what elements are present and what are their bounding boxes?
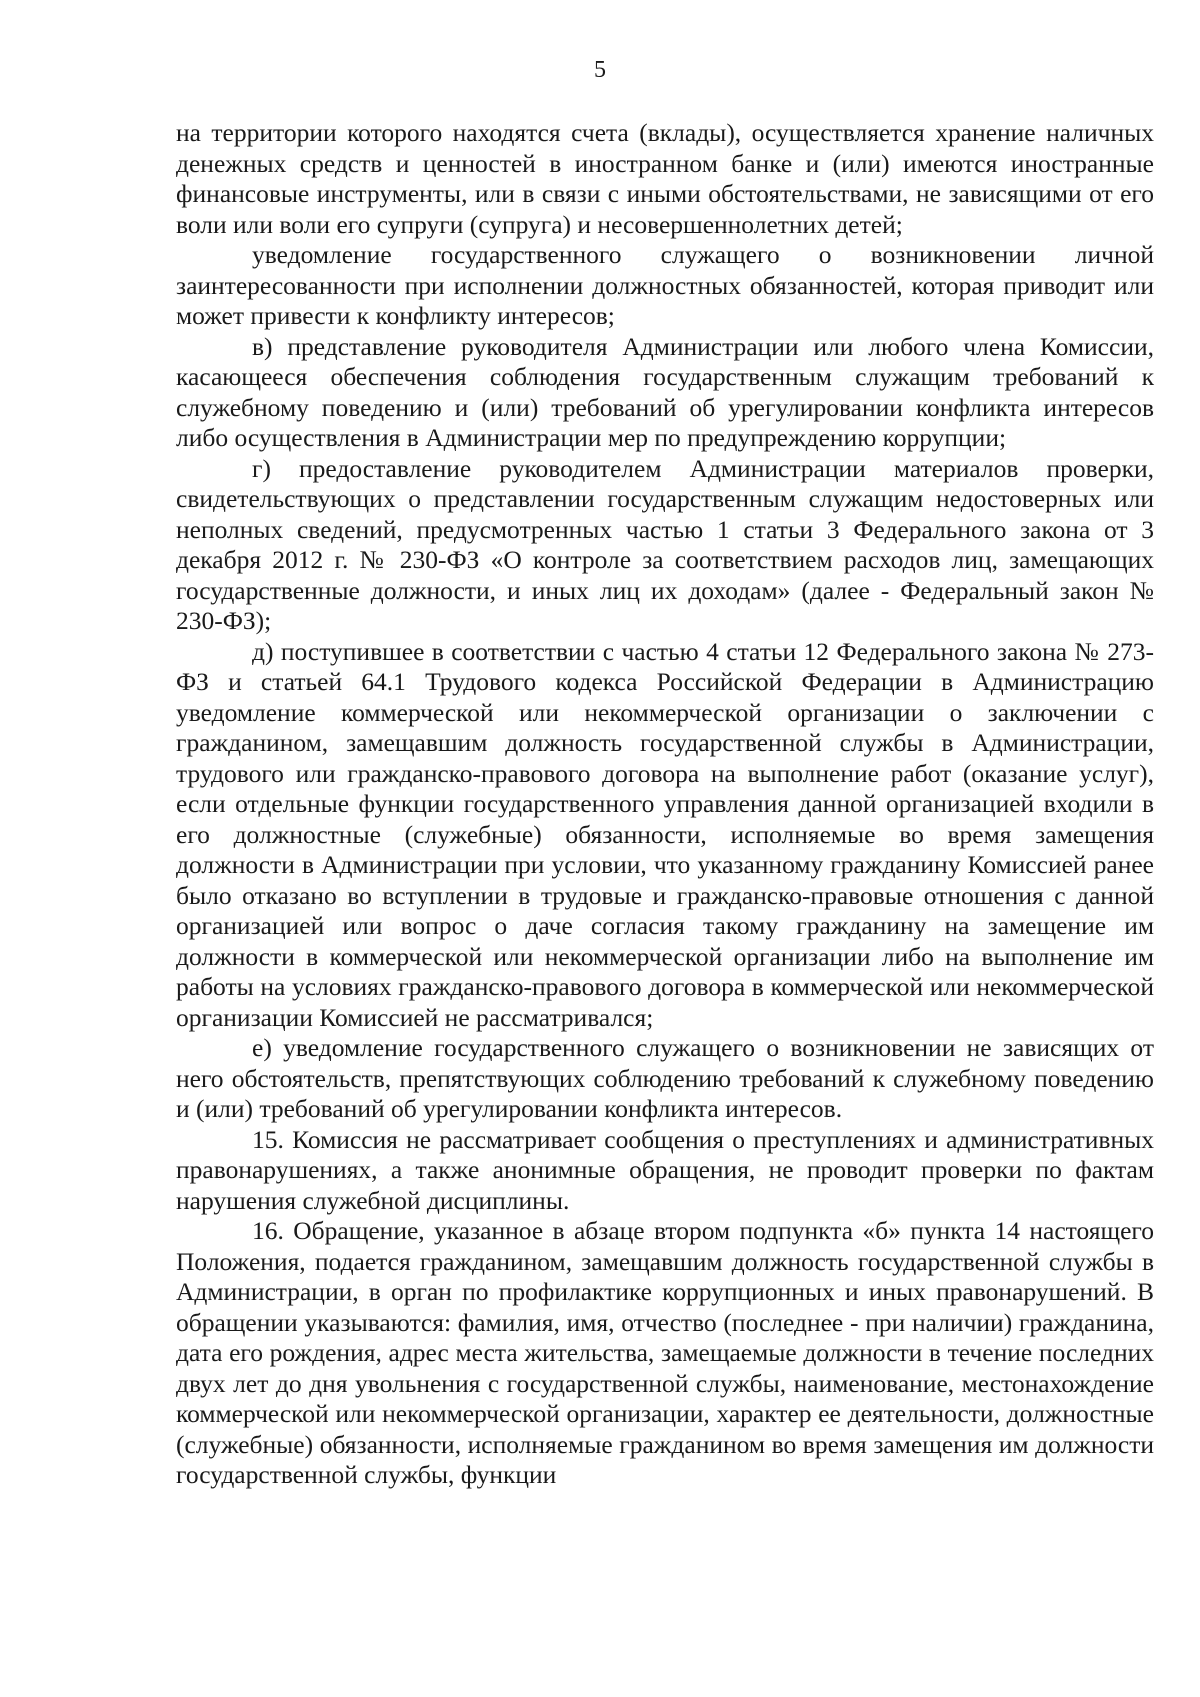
paragraph-item-d: д) поступившее в соответствии с частью 4 статьи 12 Федерального закона № 273-ФЗ и статьей 64.1 Трудового кодекса Российской Федерации в Администрацию уведомление коммерческой или некоммерческой организации о заключении с гражданином, замещавшим должность государственной службы в Администрации, трудового или гражданско-правового договора на выполнение работ (оказание услуг), если отдельные функции государственного управления данной организацией входили в его должностные (служебные) обязанности, исполняемые во время замещения должности в Администрации при условии, что указанному гражданину Комиссией ранее было отказано во вступлении в трудовые и гражданско-правовые отношения с данной организацией или вопрос о даче согласия такому гражданину на замещение им должности в коммерческой или некоммерческой организации либо на выполнение им работы на условиях гражданско-правового договора в коммерческой или некоммерческой организации Комиссией не рассматривался; xyxy=(176,636,1154,1032)
document-body xyxy=(176,118,1154,1491)
page-number: 5 xyxy=(594,57,606,83)
paragraph-item-v: в) представление руководителя Администрации или любого члена Комиссии, касающееся обеспечения соблюдения государственным служащим требований к служебному поведению и (или) требований об урегулировании конфликта интересов либо осуществления в Администрации мер по предупреждению коррупции; xyxy=(176,331,1154,452)
paragraph-conflict-notice: уведомление государственного служащего о возникновении личной заинтересованности при исполнении должностных обязанностей, которая приводит или может привести к конфликту интересов; xyxy=(176,240,1154,330)
paragraph-item-g: г) предоставление руководителем Администрации материалов проверки, свидетельствующих о представлении государственным служащим недостоверных или неполных сведений, предусмотренных частью 1 статьи 3 Федерального закона от 3 декабря 2012 г. № 230-ФЗ «О контроле за соответствием расходов лиц, замещающих государственные должности, и иных лиц их доходам» (далее - Федеральный закон № 230-ФЗ); xyxy=(176,453,1154,635)
paragraph-clause-16: 16. Обращение, указанное в абзаце втором подпункта «б» пункта 14 настоящего Положения, подается гражданином, замещавшим должность государственной службы в Администрации, в орган по профилактике коррупционных и иных правонарушений. В обращении указываются: фамилия, имя, отчество (последнее - при наличии) гражданина, дата его рождения, адрес места жительства, замещаемые должности в течение последних двух лет до дня увольнения с государственной службы, наименование, местонахождение коммерческой или некоммерческой организации, характер ее деятельности, должностные (служебные) обязанности, исполняемые гражданином во время замещения им должности государственной службы, функции xyxy=(176,1216,1154,1489)
paragraph-clause-15: 15. Комиссия не рассматривает сообщения о преступлениях и административных правонарушениях, а также анонимные обращения, не проводит проверки по фактам нарушения служебной дисциплины. xyxy=(176,1124,1154,1215)
paragraph-continuation: на территории которого находятся счета (вклады), осуществляется хранение наличных денежных средств и ценностей в иностранном банке и (или) имеются иностранные финансовые инструменты, или в связи с иными обстоятельствами, не зависящими от его воли или воли его супруги (супруга) и несовершеннолетних детей; xyxy=(176,118,1154,239)
paragraph-item-e: е) уведомление государственного служащего о возникновении не зависящих от него обстоятельств, препятствующих соблюдению требований к служебному поведению и (или) требований об урегулировании конфликта интересов. xyxy=(176,1033,1154,1123)
